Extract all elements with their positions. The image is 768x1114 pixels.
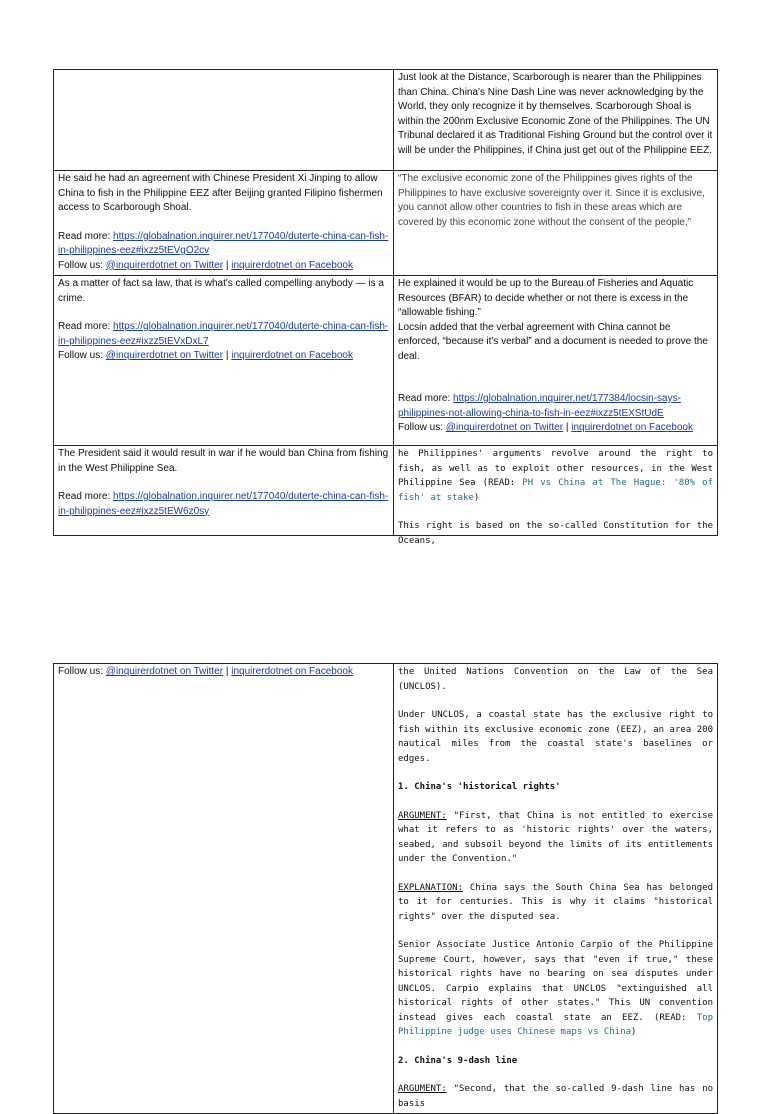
separator: |	[563, 422, 572, 433]
table-row	[54, 276, 718, 446]
table-cell-right	[394, 446, 718, 546]
table-cell-left	[54, 446, 394, 536]
paragraph: The President said it would result in war if he would ban China from fishing in the West Philippine Sea.	[58, 448, 389, 474]
related-article-link[interactable]: PH vs China at The Hague: '80% of fish' at stake	[398, 478, 713, 503]
section-heading: 2. China's 9-dash line	[398, 1055, 518, 1066]
paragraph	[398, 809, 713, 867]
twitter-link[interactable]: @inquirerdotnet on Twitter	[105, 666, 224, 677]
paragraph: This right is based on the so-called Constitution for the Oceans,	[398, 521, 713, 546]
read-more-line	[58, 230, 389, 259]
text-run: Senior Associate Justice Antonio Carpio of the Philippine Supreme Court, however, says that "even if true," these historical rights have no bearing on sea disputes under UNCLOS. Carpio explains that UNCLOS "extinguished all historical rights of other states." This UN convention instead gives each coastal state an EEZ. (READ:	[398, 940, 713, 1023]
paragraph: He said he had an agreement with Chinese President Xi Jinping to allow China to fish in the Philippine EEZ after Beijing granted Filipino fishermen access to Scarborough Shoal.	[58, 173, 383, 213]
paragraph	[398, 881, 713, 925]
table-cell-left	[54, 70, 394, 171]
comparison-table-page-1	[53, 69, 718, 546]
table-cell-left	[54, 171, 394, 276]
quote-paragraph: “The exclusive economic zone of the Philippines gives rights of the Philippines to have exclusive sovereignty over it. Since it is exclusive, you cannot allow other countries to fish in these areas which are covered by this economic zone without the consent of the people,”	[398, 173, 705, 228]
table-cell-right	[394, 664, 718, 1114]
read-more-line	[398, 392, 713, 421]
twitter-link[interactable]: @inquirerdotnet on Twitter	[105, 259, 224, 271]
follow-label: Follow us:	[58, 350, 106, 361]
explanation-label: EXPLANATION:	[398, 882, 464, 893]
related-article-link[interactable]: Top Philippine judge uses Chinese maps vs China	[398, 1012, 713, 1037]
argument-label: ARGUMENT:	[398, 1084, 447, 1094]
table-cell-right	[394, 70, 718, 171]
read-more-label: Read more:	[58, 230, 114, 242]
twitter-link[interactable]: @inquirerdotnet on Twitter	[445, 422, 564, 433]
section-heading: 1. China's 'historical rights'	[398, 782, 561, 792]
paragraph	[398, 447, 713, 505]
paragraph: the United Nations Convention on the Law of the Sea (UNCLOS).	[398, 667, 713, 692]
separator: |	[223, 350, 232, 361]
article-link[interactable]: https://globalnation.inquirer.net/177384/locsin-says-philippines-not-allowing-china-to-fish-in-eez#ixzz5tEXStUdE	[398, 393, 681, 419]
paragraph: Just look at the Distance, Scarborough is nearer than the Philippines than China. China's Nine Dash Line was never acknowledging by the World, they only recognize it by themselves. Scarborough Shoal is within the 200nm Exclusive Economic Zone of the Philippines. The UN Tribunal declared it as Traditional Fishing Ground but the control over it will be under the Philippines, if China just get out of the Philippine EEZ.	[398, 72, 713, 156]
text-run: "Second, that the so-called 9-dash line has no basis	[398, 1084, 713, 1109]
follow-line	[398, 421, 713, 436]
table-cell-right	[394, 276, 718, 446]
follow-label: Follow us:	[398, 422, 446, 433]
article-link[interactable]: https://globalnation.inquirer.net/177040/duterte-china-can-fish-in-philippines-eez#ixzz5tEVxDxL7	[58, 321, 389, 347]
facebook-link[interactable]: inquirerdotnet on Facebook	[231, 666, 353, 677]
follow-label: Follow us:	[58, 259, 106, 271]
paragraph: As a matter of fact sa law, that is what's called compelling anybody — is a crime.	[58, 278, 384, 304]
article-link[interactable]: https://globalnation.inquirer.net/177040/duterte-china-can-fish-in-philippines-eez#ixzz5tEVgO2cv	[58, 230, 389, 256]
read-more-label: Read more:	[58, 491, 114, 502]
facebook-link[interactable]: inquirerdotnet on Facebook	[231, 350, 353, 361]
read-more-line	[58, 490, 389, 519]
follow-label: Follow us:	[58, 666, 106, 677]
read-more-line	[58, 320, 389, 349]
read-more-label: Read more:	[398, 393, 454, 404]
paragraph: Locsin added that the verbal agreement with China cannot be enforced, “because it's verbal” and a document is needed to prove the deal.	[398, 321, 708, 362]
article-link[interactable]: https://globalnation.inquirer.net/177040/duterte-china-can-fish-in-philippines-eez#ixzz5tEW6z0sy	[58, 491, 389, 517]
follow-line	[58, 665, 389, 680]
text-run: )	[473, 492, 480, 503]
follow-line	[58, 349, 389, 364]
table-row	[54, 171, 718, 276]
table-cell-right	[394, 171, 718, 276]
paragraph: Under UNCLOS, a coastal state has the exclusive right to fish within its exclusive economic zone (EEZ), an area 200 nautical miles from the coastal state's baselines or edges.	[398, 710, 713, 764]
paragraph	[398, 1082, 713, 1111]
separator: |	[223, 259, 232, 271]
table-row	[54, 70, 718, 171]
paragraph	[398, 938, 713, 1040]
facebook-link[interactable]: inquirerdotnet on Facebook	[571, 422, 693, 433]
paragraph: He explained it would be up to the Bureau of Fisheries and Aquatic Resources (BFAR) to decide whether or not there is excess in the “allowable fishing.”	[398, 278, 694, 318]
read-more-label: Read more:	[58, 321, 114, 332]
text-run: China says the South China Sea has belonged to it for centuries. This is why it claims "historical rights" over the disputed sea.	[398, 882, 713, 922]
table-row	[54, 446, 718, 536]
text-run: he Philippines' arguments revolve around the right to fish, as well as to exploit other resources, in the West Philippine Sea (READ:	[398, 449, 713, 488]
argument-label: ARGUMENT:	[398, 810, 447, 821]
text-run: "First, that China is not entitled to exercise what it refers to as 'historic rights' over the waters, seabed, and subsoil beyond the limits of its entitlements under the Convention."	[398, 810, 713, 864]
table-cell-left	[54, 276, 394, 446]
table-row	[54, 664, 718, 1114]
follow-line	[58, 259, 389, 274]
table-cell-left	[54, 664, 394, 1114]
twitter-link[interactable]: @inquirerdotnet on Twitter	[105, 350, 224, 361]
separator: |	[223, 666, 232, 677]
facebook-link[interactable]: inquirerdotnet on Facebook	[231, 259, 353, 271]
comparison-table-page-2	[53, 663, 718, 1114]
text-run: )	[631, 1027, 637, 1037]
document-page-2	[0, 600, 768, 1109]
